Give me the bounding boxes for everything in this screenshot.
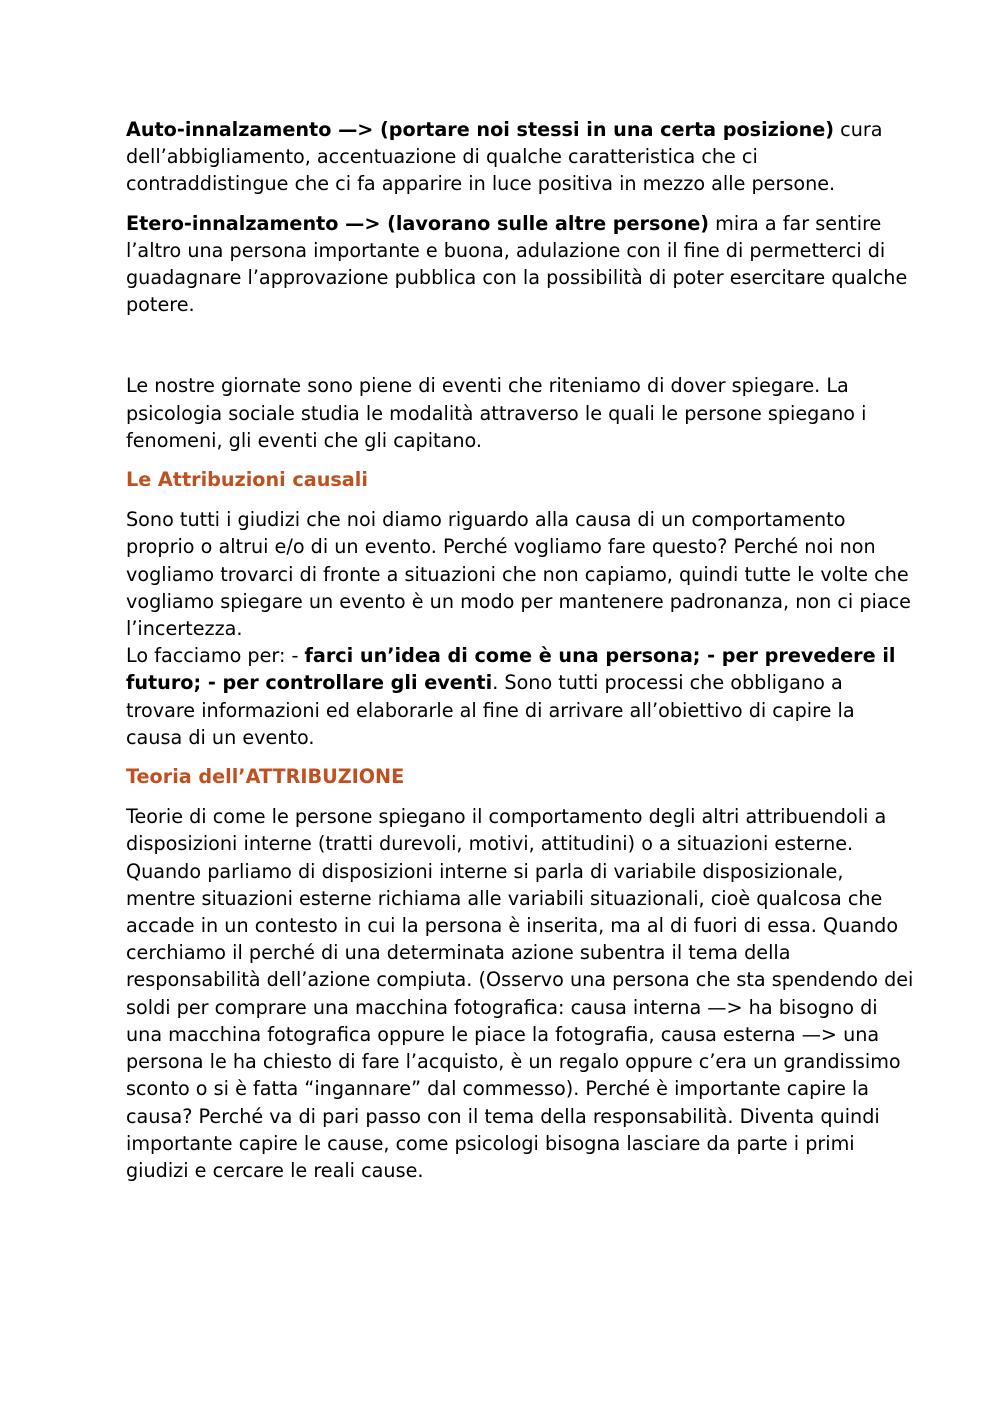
paragraph-bold-lead: Auto-innalzamento —> (portare noi stessi in una certa posizione)	[126, 118, 835, 141]
section-heading-teoria-attribuzione: Teoria dell’ATTRIBUZIONE	[126, 765, 405, 789]
paragraph-giudizi: Sono tutti i giudizi che noi diamo riguardo alla causa di un comportamento proprio o altrui e/o di un evento. Perché vogliamo fare questo? Perché noi non vogliamo trovarci di fronte a situazioni che non capiamo, quindi tutte le volte che vogliamo spiegare un evento è un modo per mantenere padronanza, non ci piace l’incertezza.	[126, 508, 911, 641]
paragraph-bold-list: farci un’idea di come è una persona; - per prevedere il futuro; - per controllare gli eventi	[126, 644, 896, 695]
paragraph-lo-facciamo-per	[126, 642, 916, 751]
paragraph-etero-innalzamento	[126, 210, 916, 319]
paragraph-intro-eventi: Le nostre giornate sono piene di eventi che riteniamo di dover spiegare. La psicologia sociale studia le modalità attraverso le quali le persone spiegano i fenomeni, gli eventi che gli capitano.	[126, 374, 867, 452]
paragraph-text: . Sono tutti processi che obbligano a trovare informazioni ed elaborarle al fine di arrivare all’obiettivo di capire la causa di un evento.	[126, 671, 855, 749]
paragraph-auto-innalzamento	[126, 116, 916, 198]
paragraph-lead-text: Lo facciamo per: -	[126, 644, 305, 668]
paragraph-teorie: Teorie di come le persone spiegano il comportamento degli altri attribuendoli a disposizioni interne (tratti durevoli, motivi, attitudini) o a situazioni esterne. Quando parliamo di disposizioni interne si parla di variabile disposizionale, mentre situazioni esterne richiama alle variabili situazionali, cioè qualcosa che accade in un contesto in cui la persona è inserita, ma al di fuori di essa. Quando cerchiamo il perché di una determinata azione subentra il tema della responsabilità dell’azione compiuta. (Osservo una persona che sta spendendo dei soldi per comprare una macchina fotografica: causa interna —> ha bisogno di una macchina fotografica oppure le piace la fotografia, causa esterna —> una persona le ha chiesto di fare l’acquisto, è un regalo oppure c’era un grandissimo sconto o si è fatta “ingannare” dal commesso). Perché è importante capire la causa? Perché va di pari passo con il tema della responsabilità. Diventa quindi importante capire le cause, come psicologi bisogna lasciare da parte i primi giudizi e cercare le reali cause.	[126, 805, 914, 1182]
section-heading-attribuzioni-causali: Le Attribuzioni causali	[126, 468, 368, 492]
document-page	[126, 116, 916, 1196]
paragraph-text: cura dell’abbigliamento, accentuazione di qualche caratteristica che ci contraddistingue che ci fa apparire in luce positiva in mezzo alle persone.	[126, 118, 883, 196]
paragraph-bold-lead: Etero-innalzamento —> (lavorano sulle altre persone)	[126, 211, 710, 235]
paragraph-text: mira a far sentire l’altro una persona importante e buona, adulazione con il fine di permetterci di guadagnare l’approvazione pubblica con la possibilità di poter esercitare qualche potere.	[126, 211, 908, 317]
